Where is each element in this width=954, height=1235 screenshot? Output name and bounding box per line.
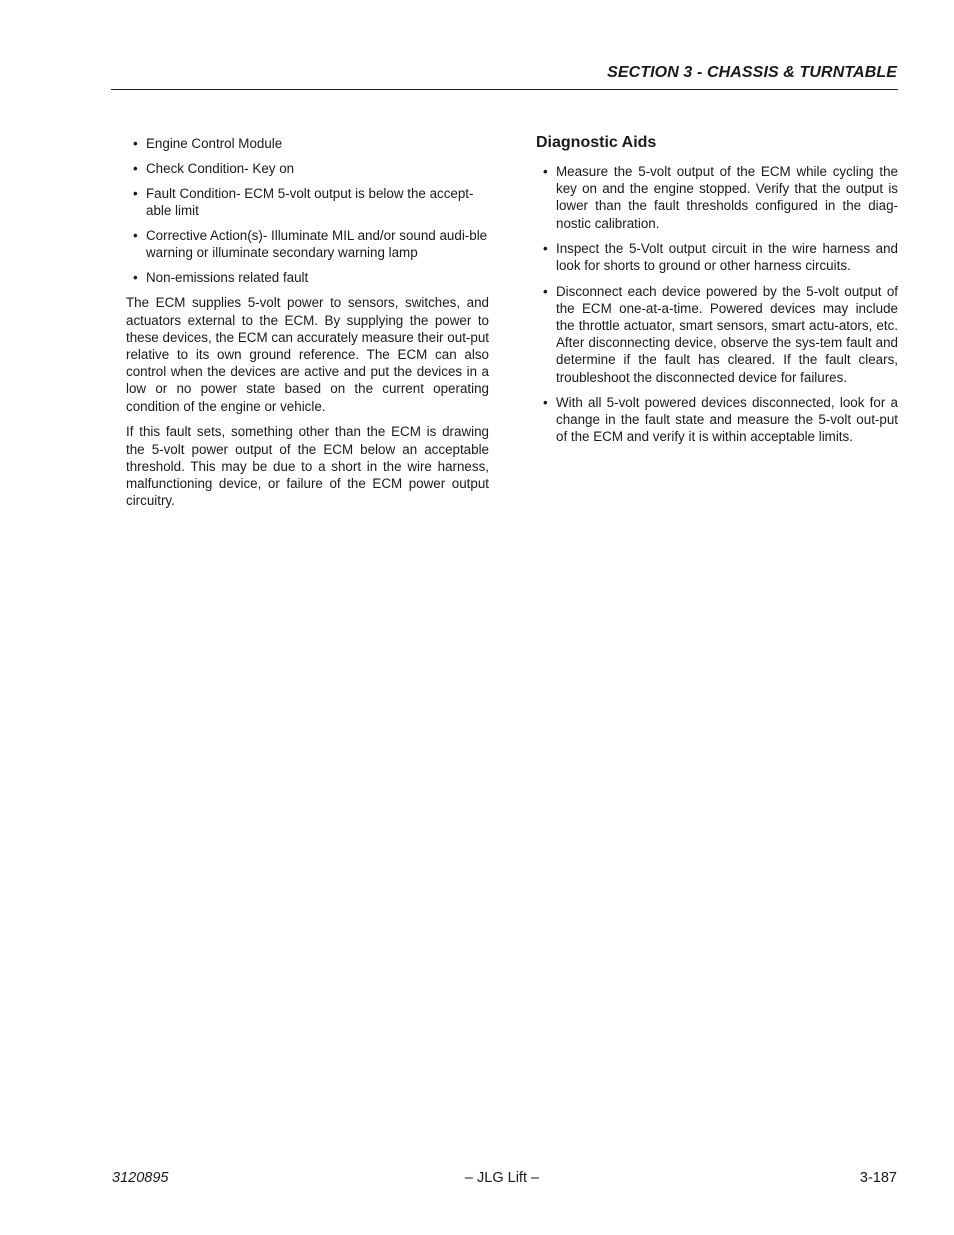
bullet-icon: • xyxy=(133,228,138,244)
list-item: • Inspect the 5-Volt output circuit in the wire harness and look for shorts to ground or other harness circuits. xyxy=(543,241,898,274)
bullet-icon: • xyxy=(133,161,138,176)
body-paragraph: If this fault sets, something other than the ECM is drawing the 5-volt power output of the ECM below an acceptable threshold. This may be due to a short in the wire harness, malfunctioning device, or failure of the ECM power output circuitry. xyxy=(126,424,489,509)
diagnostic-aids-heading: Diagnostic Aids xyxy=(536,134,657,151)
document-number: 3120895 xyxy=(112,1170,169,1186)
diagnostic-bullet-list xyxy=(536,163,898,446)
list-item: • With all 5-volt powered devices disconnected, look for a change in the fault state and measure the 5-volt out-put of the ECM and verify it is within acceptable limits. xyxy=(543,395,898,445)
bullet-icon: • xyxy=(133,136,138,151)
right-column xyxy=(536,133,898,454)
bullet-icon: • xyxy=(133,186,138,201)
page-number: 3-187 xyxy=(859,1170,897,1186)
list-item: • Engine Control Module xyxy=(133,136,283,151)
list-item: • Measure the 5-volt output of the ECM while cycling the key on and the engine stopped. Verify that the output is lower than the fault thresholds configured in the diag-nostic calibration. xyxy=(543,164,898,231)
list-item: • Disconnect each device powered by the 5-volt output of the ECM one-at-a-time. Powered devices may include the throttle actuator, smart sensors, smart actu-ators, etc. After disconnecting device, observe the sys-tem fault and determine if the fault has cleared. If the fault clears, troubleshoot the disconnected device for failures. xyxy=(543,283,898,385)
list-item: • Non-emissions related fault xyxy=(133,270,309,286)
section-title: SECTION 3 - CHASSIS & TURNTABLE xyxy=(607,64,897,81)
list-item: • Corrective Action(s)- Illuminate MIL and/or sound audi-ble warning or illuminate secondary warning lamp xyxy=(133,228,488,261)
header-divider xyxy=(111,89,898,90)
body-paragraph: The ECM supplies 5-volt power to sensors, switches, and actuators external to the ECM. By supplying the power to these devices, the ECM can accurately measure their out-put relative to its own ground reference. The ECM can also control when the devices are active and put the devices in a low or no power state based on the current operating condition of the engine or vehicle. xyxy=(126,295,489,414)
publisher-label: – JLG Lift – xyxy=(464,1170,540,1186)
list-item: • Fault Condition- ECM 5-volt output is below the accept-able limit xyxy=(133,186,474,219)
bullet-icon: • xyxy=(543,283,548,299)
bullet-icon: • xyxy=(133,270,138,286)
list-item: • Check Condition- Key on xyxy=(133,161,295,176)
bullet-icon: • xyxy=(543,164,548,179)
left-bullet-list xyxy=(126,135,489,287)
bullet-icon: • xyxy=(543,241,548,256)
bullet-icon: • xyxy=(543,395,548,410)
left-column xyxy=(126,135,489,518)
